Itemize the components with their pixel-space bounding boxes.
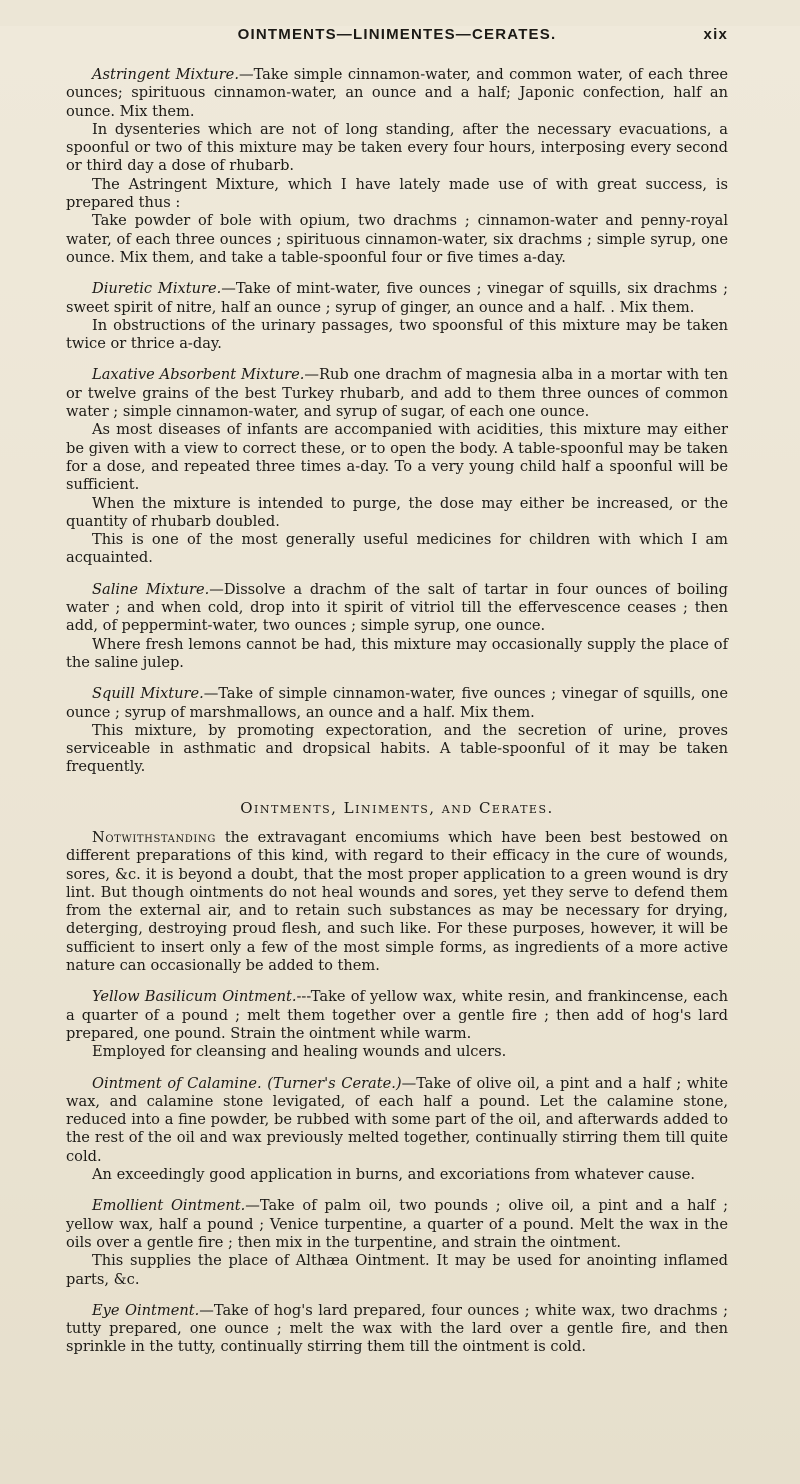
paragraph-text: ---Take of yellow wax, white resin, and frankincense, each a quarter of a pound ; melt them together over a gentle fire ; then add of hog's lard prepared, one pound. Strain the ointment while warm. (66, 988, 728, 1042)
recipe-title: Diuretic Mixture. (92, 280, 222, 298)
ointments-section (66, 829, 728, 1357)
paragraph-astringent-prep (66, 176, 728, 213)
paragraph-text: This supplies the place of Althæa Ointment. It may be used for anointing inflamed parts, &c. (66, 1252, 728, 1288)
paragraph-laxative-use (66, 421, 728, 494)
running-head (66, 26, 728, 50)
recipe-title: Saline Mixture. (92, 580, 210, 598)
paragraph-text: Employed for cleansing and healing wounds and ulcers. (92, 1043, 507, 1061)
paragraph-text: —Rub one drachm of magnesia alba in a mortar with ten or twelve grains of the best Turkey rhubarb, and add to them three ounces of common water ; simple cinnamon-water, and syrup of sugar, of each one ounce. (66, 366, 728, 421)
paragraph-text: —Take of olive oil, a pint and a half ; white wax, and calamine stone levigated, of each half a pound. Let the calamine stone, reduced into a fine powder, be rubbed with some part of the oil, and afterwards added to the rest of the oil and wax previously melted together, continually stirring them till quite cold. (66, 1074, 728, 1165)
paragraph-diuretic-use (66, 317, 728, 354)
paragraph-text: —Take simple cinnamon-water, and common water, of each three ounces; spirituous cinnamon-water, an ounce and a half; Japonic confection, half an ounce. Mix them. (66, 66, 728, 120)
paragraph-text: —Take of mint-water, five ounces ; vinegar of squills, six drachms ; sweet spirit of nitre, half an ounce ; syrup of ginger, an ounce and a half. . Mix them. (66, 280, 728, 316)
recipe-title: Astringent Mixture. (92, 66, 239, 83)
body-text (66, 66, 728, 1357)
paragraph-text: The Astringent Mixture, which I have lately made use of with great success, is prepared thus : (66, 175, 728, 212)
paragraph-text: the extravagant encomiums which have been best bestowed on different preparations of this kind, with regard to their efficacy in the cure of wounds, sores, &c. it is beyond a doubt, that the most proper application to a green wound is dry lint. But though ointments do not heal wounds and sores, yet they serve to defend them from the external air, and to retain such substances as may be necessary for drying, deterging, destroying proud flesh, and such like. For these purposes, however, it will be sufficient to insert only a few of the most simple forms, as ingredients of a more active nature can occasionally be added to them. (66, 828, 728, 975)
page-number: xix (703, 26, 728, 43)
paragraph-text: When the mixture is intended to purge, the dose may either be increased, or the quantity of rhubarb doubled. (66, 494, 728, 530)
book-page (0, 26, 800, 1484)
paragraph-saline-note (66, 636, 728, 673)
paragraph-text: —Dissolve a drachm of the salt of tartar in four ounces of boiling water ; and when cold, drop into it spirit of vitriol till the effervescence ceases ; then add, of peppermint-water, two ounces ; simple syrup, one ounce. (66, 580, 728, 635)
paragraph-emollient-use (66, 1252, 728, 1289)
paragraph-astringent (66, 66, 728, 121)
paragraph-basilicum (66, 988, 728, 1043)
paragraph-text: This mixture, by promoting expectoration, and the secretion of urine, proves serviceable in asthmatic and dropsical habits. A table-spoonful of it may be taken frequently. (66, 721, 728, 776)
paragraph-text: An exceedingly good application in burns, and excoriations from whatever cause. (92, 1166, 695, 1184)
paragraph-text: —Take of palm oil, two pounds ; olive oil, a pint and a half ; yellow wax, half a pound ; Venice turpentine, a quarter of a pound. Melt the wax in the oils over a gentle fire ; then mix in the turpentine, and strain the ointment. (66, 1197, 728, 1251)
paragraph-text: As most diseases of infants are accompanied with acidities, this mixture may either be given with a view to correct these, or to open the body. A table-spoonful may be taken for a dose, and repeated three times a-day. To a very young child half a spoonful will be sufficient. (66, 421, 728, 494)
paragraph-text: In obstructions of the urinary passages, two spoonsful of this mixture may be taken twice or thrice a-day. (66, 316, 728, 353)
paragraph-squill (66, 685, 728, 722)
running-head-title: OINTMENTS—LINIMENTES—CERATES. (237, 26, 557, 43)
recipe-title: Ointment of Calamine. (Turner's Cerate.) (92, 1074, 402, 1092)
paragraph-emollient (66, 1197, 728, 1252)
paragraph-text: Where fresh lemons cannot be had, this mixture may occasionally supply the place of the saline julep. (66, 635, 728, 671)
paragraph-text: In dysenteries which are not of long standing, after the necessary evacuations, a spoonful or two of this mixture may be taken every four hours, interposing every second or third day a dose of rhubarb. (66, 120, 728, 175)
paragraph-text: —Take of simple cinnamon-water, five ounces ; vinegar of squills, one ounce ; syrup of marshmallows, an ounce and a half. Mix them. (66, 685, 728, 721)
paragraph-diuretic (66, 280, 728, 317)
paragraph-lead: Notwithstanding (92, 828, 216, 846)
paragraph-laxative-note (66, 531, 728, 568)
paragraph-calamine (66, 1075, 728, 1166)
paragraph-astringent-use (66, 121, 728, 176)
recipe-title: Squill Mixture. (92, 685, 204, 703)
paragraph-text: Take powder of bole with opium, two drachms ; cinnamon-water and penny-royal water, of each three ounces ; spirituous cinnamon-water, six drachms ; simple syrup, one ounce. Mix them, and take a table-spoonful four or five times a-day. (66, 212, 728, 266)
paragraph-eye (66, 1302, 728, 1357)
paragraph-basilicum-use (66, 1043, 728, 1061)
paragraph-text: —Take of hog's lard prepared, four ounces ; white wax, two drachms ; tutty prepared, one ounce ; melt the wax with the lard over a gentle fire, and then sprinkle in the tutty, continually stirring them till the ointment is cold. (66, 1301, 728, 1356)
recipe-title: Emollient Ointment. (92, 1197, 246, 1215)
paragraph-calamine-use (66, 1166, 728, 1184)
section-heading: Ointments, Liniments, and Cerates. (240, 798, 554, 817)
paragraph-squill-use (66, 722, 728, 777)
paragraph-saline (66, 581, 728, 636)
paragraph-text: This is one of the most generally useful medicines for children with which I am acquainted. (66, 531, 728, 567)
paragraph-laxative (66, 366, 728, 421)
recipe-title: Yellow Basilicum Ointment. (92, 988, 297, 1006)
paragraph-astringent-recipe (66, 212, 728, 267)
paragraph-laxative-purge (66, 495, 728, 532)
mixtures-section (66, 66, 728, 777)
recipe-title: Laxative Absorbent Mixture. (92, 366, 305, 384)
paragraph-intro (66, 829, 728, 975)
recipe-title: Eye Ointment. (92, 1301, 200, 1319)
